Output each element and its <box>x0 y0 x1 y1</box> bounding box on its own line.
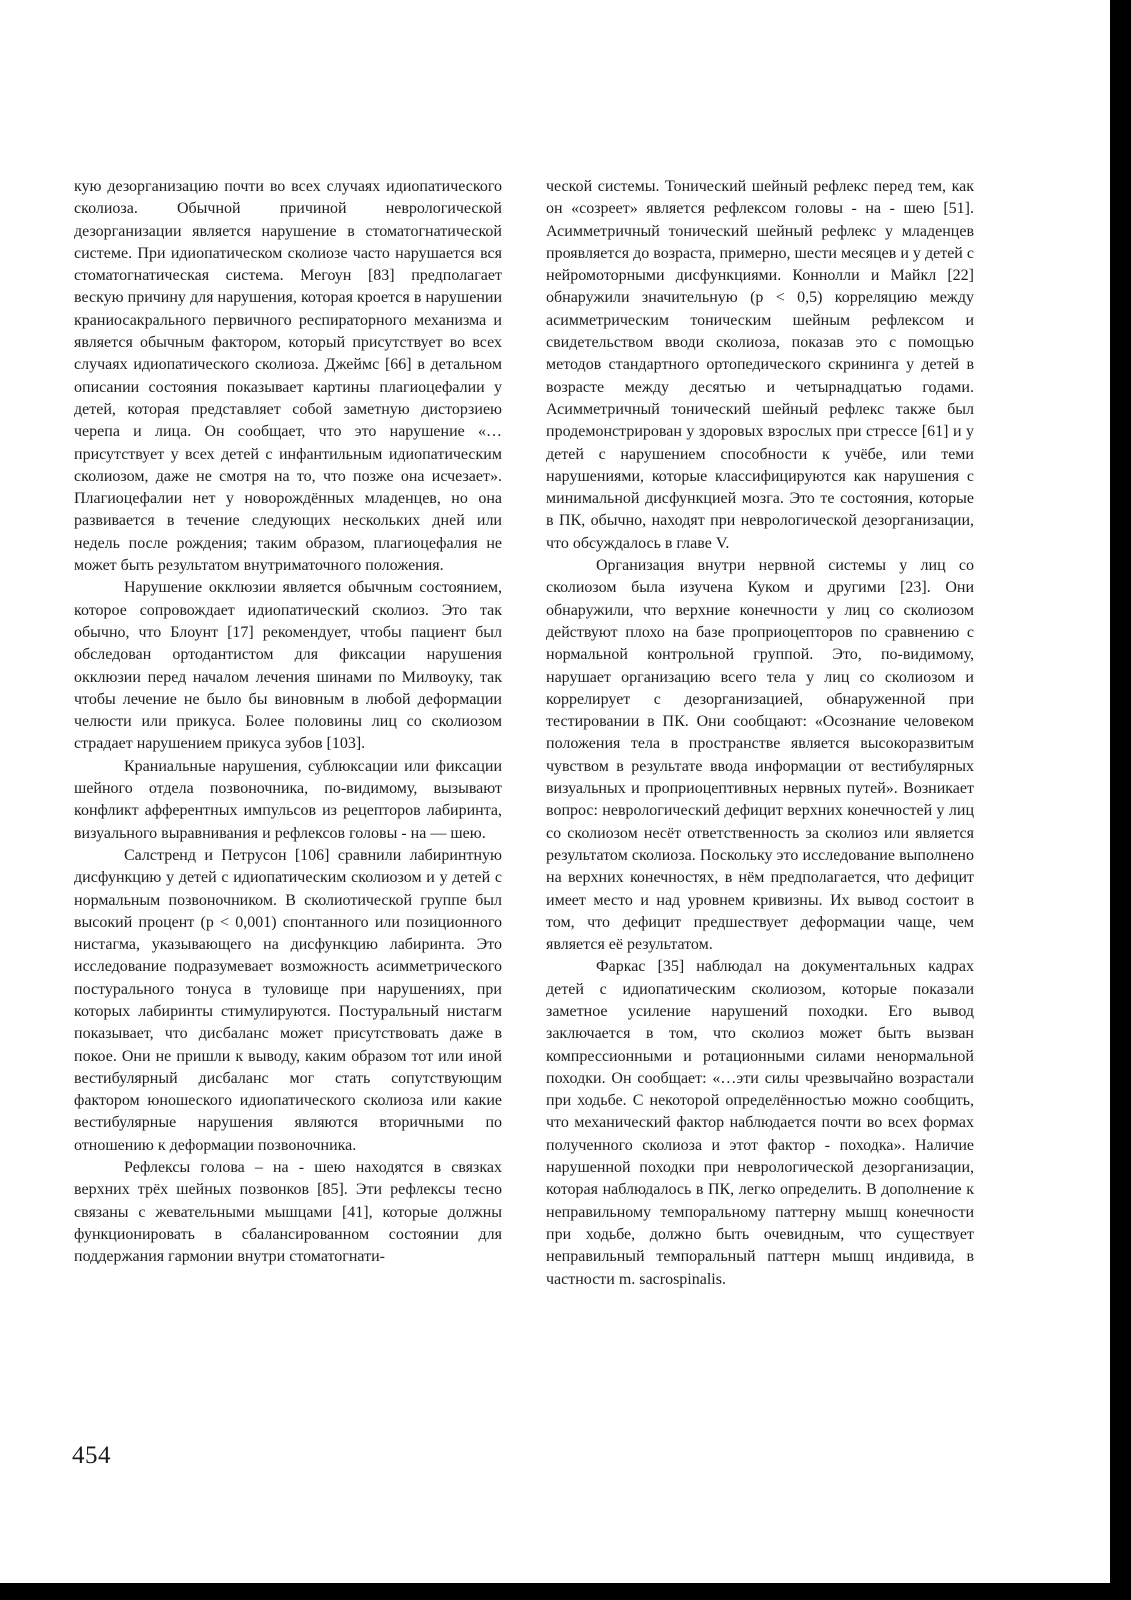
paragraph-cranial-disorders: Краниальные нарушения, сублюксации или фиксации шейного отдела позвоночника, по-видимому, вызывают конфликт афферентных импульсов из рецепторов лабиринта, визуального выравнивания и рефлексов головы - на — шею. <box>74 757 502 842</box>
page-number: 454 <box>72 1442 111 1469</box>
paragraph-gait-disorders: Фаркас [35] наблюдал на документальных кадрах детей с идиопатическим сколиозом, которые показали заметное усиление нарушений походки. Его вывод заключается в том, что сколиоз может быть вызван компрессионными и ротационными силами ненормальной походки. Он сообщает: «…эти силы чрезвычайно возрастали при ходьбе. С некоторой определённостью можно сообщить, что механический фактор наблюдается почти во всех формах полученного сколиоза и этот фактор - походка». Наличие нарушенной походки при неврологической дезорганизации, которая наблюдалось в ПК, легко определить. В дополнение к неправильному темпоральному паттерну мышц конечности при ходьбе, должно быть очевидным, что существует неправильный темпоральный паттерн мышц индивида, в частности m. sacrospinalis. <box>546 958 974 1288</box>
scan-right-border <box>1110 0 1131 1600</box>
paragraph-occlusion: Нарушение окклюзии является обычным состоянием, которое сопровождает идиопатический сколиоз. Это так обычно, что Блоунт [17] рекомендует, чтобы пациент был обследован ортодантистом для фиксации нарушения окклюзии перед началом лечения шинами по Милвоуку, так чтобы лечение не было бы виновным в любой деформации челюсти или прикуса. Более половины лиц со сколиозом страдает нарушением прикуса зубов [103]. <box>74 579 502 753</box>
paragraph-labyrinth-study: Салстренд и Петрусон [106] сравнили лабиринтную дисфункцию у детей с идиопатическим сколиозом и у детей с нормальным позвоночником. В сколиотической группе был высокий процент (р < 0,001) спонтанного или позиционного нистагма, указывающего на дисфункцию лабиринта. Это исследование подразумевает возможность асимметрического постурального тонуса в туловище при нарушениях, при которых лабиринты стимулируются. Постуральный нистагм показывает, что дисбаланс может присутствовать даже в покое. Они не пришли к выводу, каким образом тот или иной вестибулярный дисбаланс мог стать сопутствующим фактором юношеского идиопатического сколиоза или какие вестибулярные нарушения являются вторичными по отношению к деформации позвоночника. <box>74 846 502 1154</box>
paragraph-nervous-system-organization: Организация внутри нервной системы у лиц со сколиозом была изучена Куком и другими [23]. Они обнаружили, что верхние конечности у лиц со сколиозом действуют плохо на базе проприоцепторов по сравнению с нормальной контрольной группой. Это, по-видимому, нарушает организацию всего тела у лиц со сколиозом и коррелирует с дезорганизацией, обнаруженной при тестировании в ПК. Они сообщают: «Осознание человеком положения тела в пространстве является высокоразвитым чувством в результате ввода информации от вестибулярных визуальных и проприоцептивных нервных путей». Возникает вопрос: неврологический дефицит верхних конечностей у лиц со сколиозом несёт ответственность за сколиоз или является результатом сколиоза. Поскольку это исследование выполнено на верхних конечностях, в нём предполагается, что дефицит имеет место и над уровнем кривизны. Их вывод состоит в том, что дефицит предшествует деформации чаще, чем является её результатом. <box>546 557 974 954</box>
paragraph-continued-disorganization: кую дезорганизацию почти во всех случаях идиопатического сколиоза. Обычной причиной неврологической дезорганизации является нарушение в стоматогнатической системе. При идиопатическом сколиозе часто нарушается вся стоматогнатическая система. Мегоун [83] предполагает вескую причину для нарушения, которая кроется в нарушении краниосакрального первичного респираторного механизма и является обычным фактором, который присутствует во всех случаях идиопатического сколиоза. Джеймс [66] в детальном описании состояния показывает картины плагиоцефалии у детей, которая представляет собой заметную дисторзиею черепа и лица. Он сообщает, что это нарушение «… присутствует у всех детей с инфантильным идиопатическим сколиозом, даже не смотря на то, что позже она исчезает». Плагиоцефалии нет у новорождённых младенцев, но она развивается в течение следующих нескольких дней или недель после рождения; таким образом, плагиоцефалия не может быть результатом внутриматочного положения. <box>74 178 502 575</box>
left-text-column <box>74 176 502 1269</box>
paragraph-head-neck-reflexes: Рефлексы голова – на - шею находятся в связках верхних трёх шейных позвонков [85]. Эти рефлексы тесно связаны с жевательными мышцами [41], которые должны функционировать в сбалансированном состоянии для поддержания гармонии внутри стоматогнати- <box>74 1159 502 1266</box>
scan-bottom-border <box>0 1583 1131 1600</box>
paragraph-tonic-neck-reflex: ческой системы. Тонический шейный рефлекс перед тем, как он «созреет» является рефлексом головы - на - шею [51]. Асимметричный тонический шейный рефлекс у младенцев проявляется до возраста, примерно, шести месяцев и у детей с нейромоторными дисфункциями. Коннолли и Майкл [22] обнаружили значительную (р < 0,5) корреляцию между асимметрическим тоническим шейным рефлексом и свидетельством вводи сколиоза, показав это с помощью методов стандартного ортопедического скрининга у детей в возрасте между десятью и четырнадцатью годами. Асимметричный тонический шейный рефлекс также был продемонстрирован у здоровых взрослых при стрессе [61] и у детей с нарушением способности к учёбе, или теми нарушениями, которые классифицируются как нарушения с минимальной дисфункцией мозга. Это те состояния, которые в ПК, обычно, находят при неврологической дезорганизации, что обсуждалось в главе V. <box>546 178 974 552</box>
right-text-column <box>546 176 974 1291</box>
